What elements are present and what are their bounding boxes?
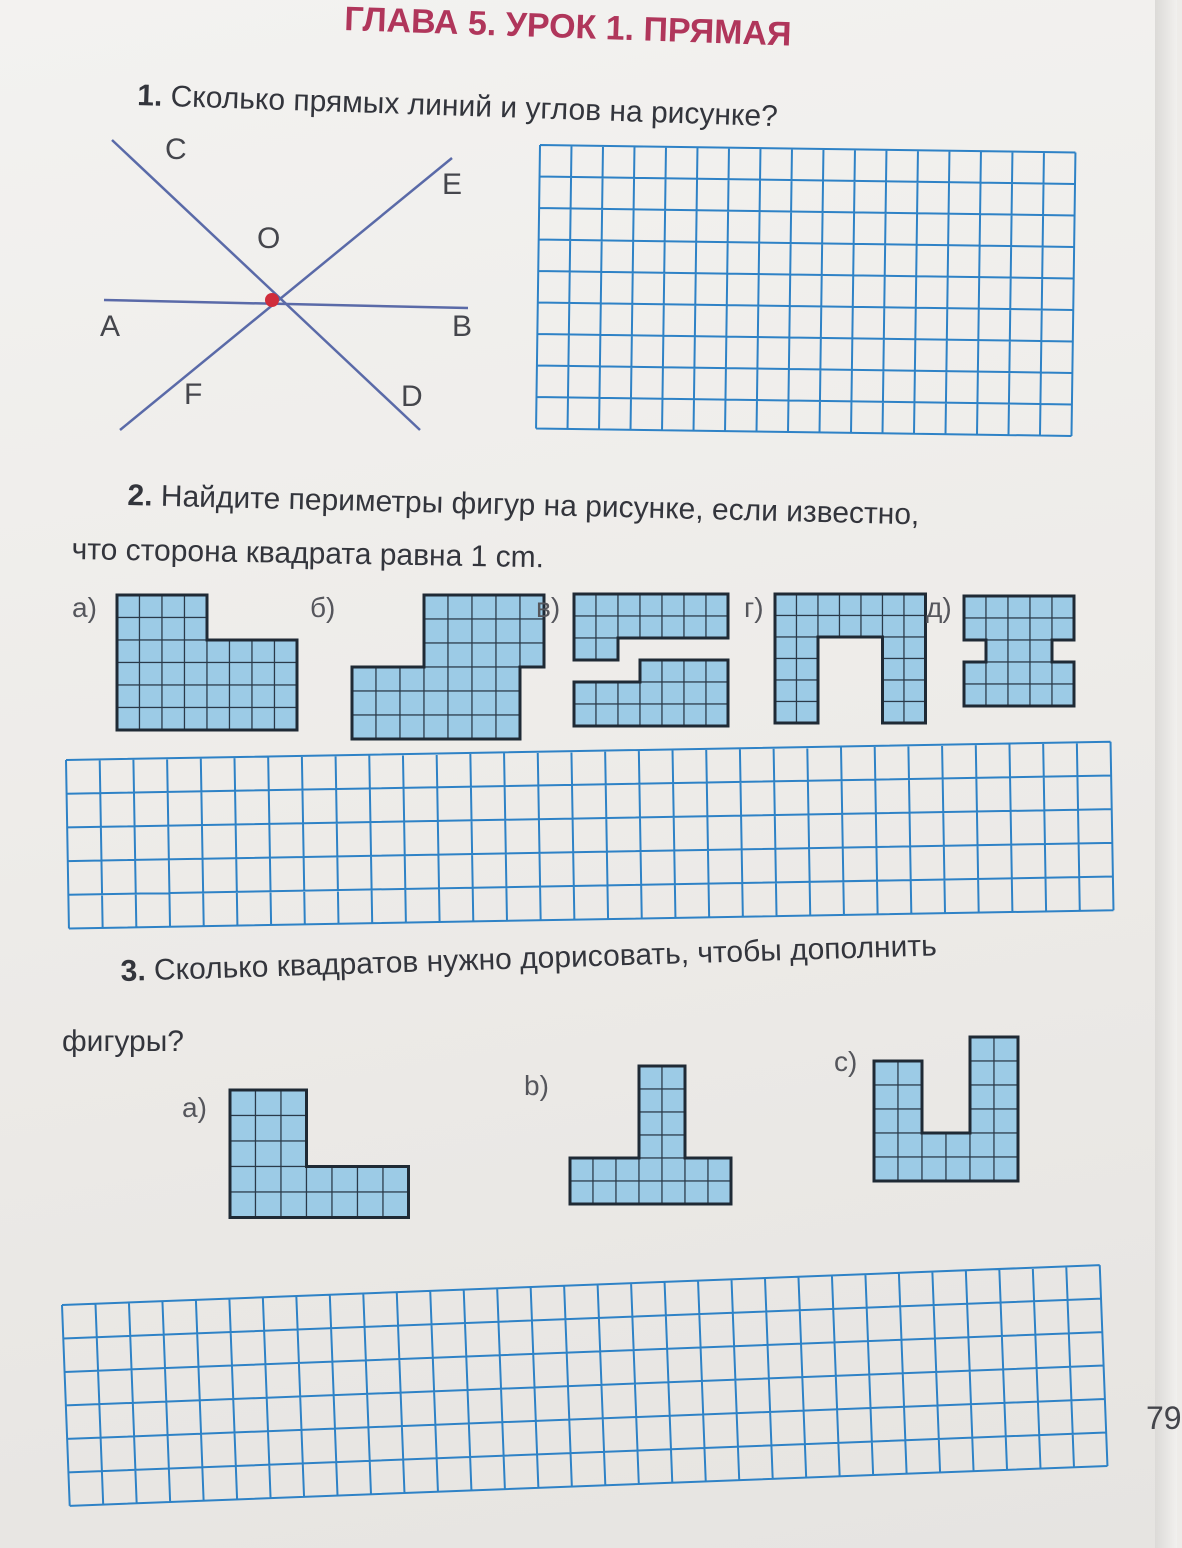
line-cd — [112, 140, 420, 430]
task2-label-v: в) — [536, 592, 561, 623]
task3-question-line2: фигуры? — [62, 1025, 184, 1058]
task3-label-c: c) — [834, 1046, 858, 1077]
task3-figures — [230, 1037, 1018, 1218]
task2-number: 2. — [127, 478, 153, 513]
task2-question-line2: что сторона квадрата равна 1 cm. — [71, 532, 545, 575]
answer-grid-3 — [62, 1265, 1107, 1506]
point-label-a: A — [100, 310, 121, 343]
task2-figure-a — [117, 595, 297, 730]
task3-figure-c — [874, 1037, 1018, 1181]
point-label-c: C — [165, 133, 187, 166]
task3-figure-a — [230, 1090, 409, 1218]
task2-label-a: а) — [72, 592, 97, 623]
task2-figure-b — [352, 595, 544, 739]
point-label-f: F — [184, 378, 203, 411]
task2-label-b: б) — [310, 592, 336, 623]
task2-label-g: г) — [744, 592, 764, 623]
point-label-b: B — [452, 310, 473, 343]
task3-text-line1: Сколько квадратов нужно дорисовать, чтобы дополнить — [153, 929, 938, 987]
task2-figure-v — [574, 594, 728, 726]
task3-label-b: b) — [524, 1070, 549, 1101]
task2-figure-d — [964, 596, 1074, 706]
intersection-point — [265, 293, 279, 307]
answer-grid-1 — [536, 145, 1075, 436]
task1-number: 1. — [136, 78, 163, 113]
task2-label-d: д) — [926, 592, 952, 623]
task3-number: 3. — [120, 954, 147, 988]
task2-figure-g — [775, 594, 926, 723]
task3-label-a: а) — [182, 1092, 207, 1123]
point-label-e: E — [442, 168, 463, 201]
page-number: 79 — [1146, 1400, 1182, 1436]
point-label-o: O — [257, 222, 281, 255]
answer-grid-2 — [66, 742, 1113, 929]
point-label-d: D — [401, 380, 423, 413]
task1-text: Сколько прямых линий и углов на рисунке? — [170, 80, 779, 134]
chapter-header: ГЛАВА 5. УРОК 1. ПРЯМАЯ — [343, 0, 793, 54]
task2-text-line1: Найдите периметры фигур на рисунке, если известно, — [160, 479, 920, 532]
task3-figure-b — [570, 1066, 731, 1204]
